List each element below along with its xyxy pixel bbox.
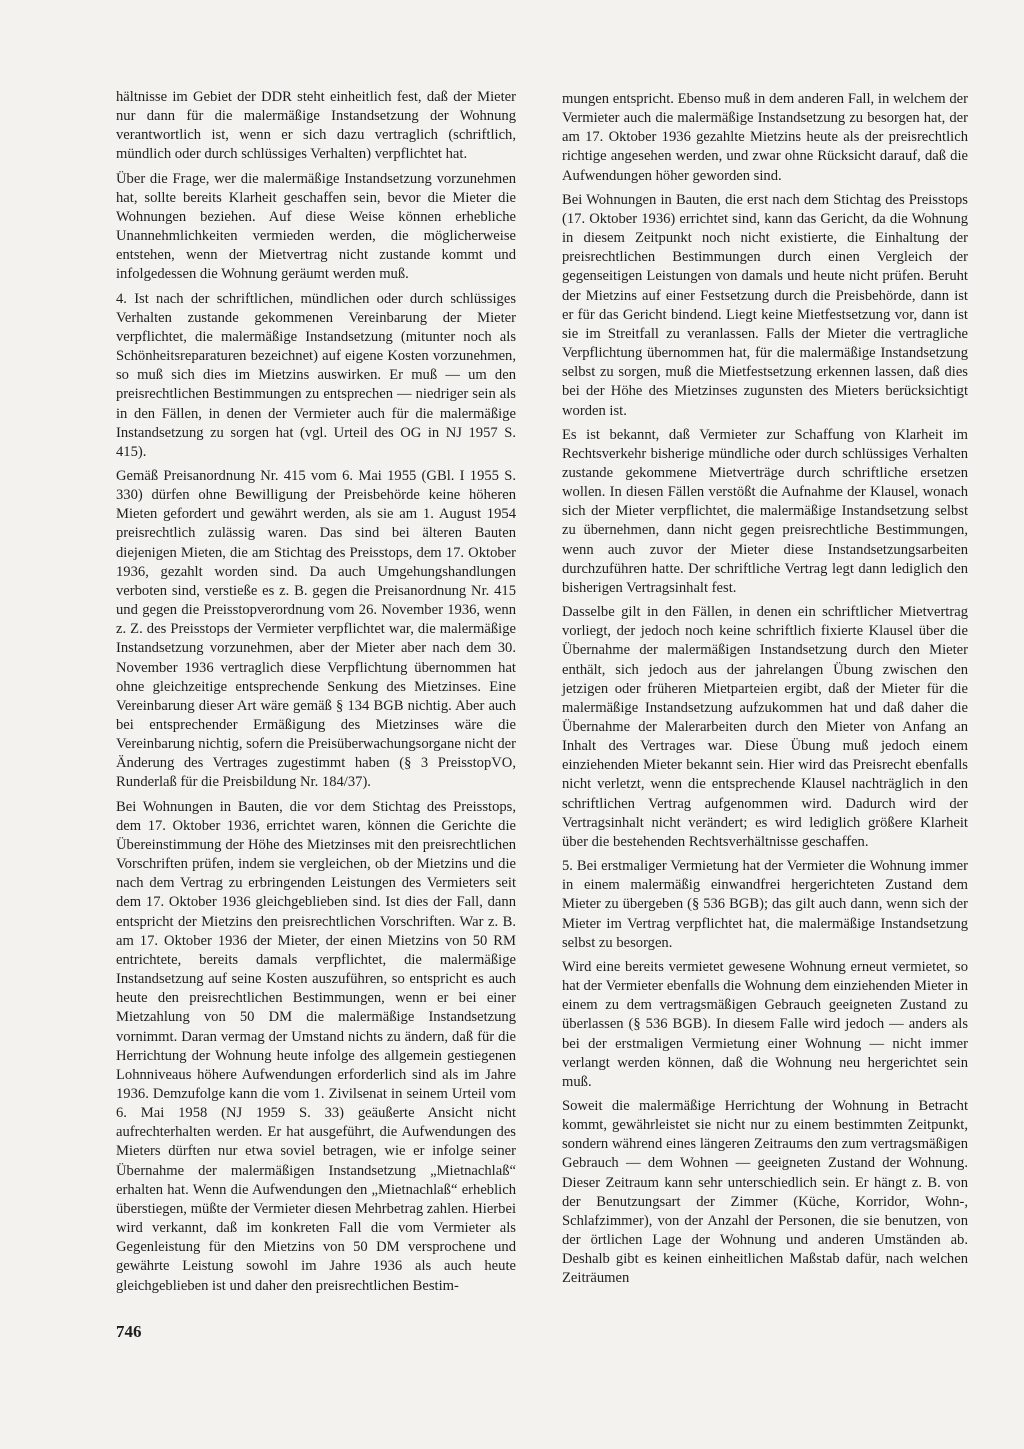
paragraph: Soweit die malermäßige Herrichtung der Wohnung in Betracht kommt, gewährleistet sie nicht nur zu einem bestimmten Zeitpunkt, sondern während eines längeren Zeitraums den zum vertragsmäßigen Gebrauch — dem Wohnen — geeigneten Zustand der Wohnung. Dieser Zeitraum kann sehr unterschiedlich sein. Er hängt z. B. von der Benutzungsart der Zimmer (Küche, Korridor, Wohn-, Schlafzimmer), von der Anzahl der Personen, die sie benutzen, von der örtlichen Lage der Wohnung und anderen Umständen ab. Deshalb gibt es keinen einheitlichen Maßstab dafür, nach welchen Zeiträumen	[562, 1097, 968, 1287]
paragraph: 5. Bei erstmaliger Vermietung hat der Vermieter die Wohnung immer in einem malermäßig einwandfrei hergerichteten Zustand dem Mieter zu übergeben (§ 536 BGB); das gilt auch dann, wenn sich der Mieter im Vertrag verpflichtet hat, die malermäßige Instandsetzung selbst zu besorgen.	[562, 858, 968, 951]
paragraph: Gemäß Preisanordnung Nr. 415 vom 6. Mai 1955 (GBl. I 1955 S. 330) dürfen ohne Bewilligung der Preisbehörde keine höheren Mieten gefordert und gewährt werden, als sie am 1. August 1954 preisrechtlich zulässig waren. Das sind bei älteren Bauten diejenigen Mieten, die am Stichtag des Preisstops, dem 17. Oktober 1936, gezahlt worden sind. Da auch Umgehungshandlungen verboten sind, verstieße es z. B. gegen die Preisanordnung Nr. 415 und gegen die Preisstopverordnung vom 26. November 1936, wenn z. Z. des Preisstops der Vermieter verpflichtet war, die malermäßige Instandsetzung vorzunehmen, aber der Mieter aber nach dem 30. November 1936 vertraglich diese Verpflichtung übernommen hat ohne gleichzeitige entsprechende Senkung des Mietzinses. Eine Vereinbarung dieser Art wäre gemäß § 134 BGB nichtig. Aber auch bei entsprechender Ermäßigung des Mietzinses wäre die Vereinbarung nichtig, sofern die Preisüberwachungsorgane nicht der Änderung des Vertrages zugestimmt haben (§ 3 PreisstopVO, Runderlaß für die Preisbildung Nr. 184/37).	[116, 467, 516, 791]
paragraph: 4. Ist nach der schriftlichen, mündlichen oder durch schlüssiges Verhalten zustande gekommenen Vereinbarung der Mieter verpflichtet, die malermäßige Instandsetzung (mitunter noch als Schönheitsreparaturen bezeichnet) auf eigene Kosten vorzunehmen, so muß sich dies im Mietzins auswirken. Er muß — um den preisrechtlichen Bestimmungen zu entsprechen — niedriger sein als in den Fällen, in denen der Vermieter auch für die malermäßige Instandsetzung zu sorgen hat (vgl. Urteil des OG in NJ 1957 S. 415).	[116, 290, 516, 460]
right-text-column	[562, 90, 968, 1294]
left-text-column	[116, 88, 516, 1301]
paragraph: Bei Wohnungen in Bauten, die erst nach dem Stichtag des Preisstops (17. Oktober 1936) errichtet sind, kann das Gericht, da die Wohnung in diesem Zeitpunkt noch nicht existierte, die Einhaltung der preisrechtlichen Bestimmungen durch einen Vergleich der gegenseitigen Leistungen von damals und heute nicht prüfen. Beruht der Mietzins auf einer Festsetzung durch die Preisbehörde, dann ist er für das Gericht bindend. Liegt keine Mietfestsetzung vor, dann ist sie im Streitfall zu veranlassen. Falls der Mieter die vertragliche Verpflichtung übernommen hat, für die malermäßige Instandsetzung selbst zu sorgen, muß die Mietfestsetzung erkennen lassen, daß dies bei der Höhe des Mietzinses zugunsten des Mieters berücksichtigt worden ist.	[562, 191, 968, 419]
paragraph: hältnisse im Gebiet der DDR steht einheitlich fest, daß der Mieter nur dann für die malermäßige Instandsetzung der Wohnung verantwortlich ist, wenn er sich dazu vertraglich (schriftlich, mündlich oder durch schlüssiges Verhalten) verpflichtet hat.	[116, 89, 516, 163]
paragraph: Wird eine bereits vermietet gewesene Wohnung erneut vermietet, so hat der Vermieter ebenfalls die Wohnung dem einziehenden Mieter in einem zu dem vertragsmäßigen Gebrauch geeigneten Zustand zu überlassen (§ 536 BGB). In diesem Falle wird jedoch — anders als bei der erstmaligen Vermietung einer Wohnung — nicht immer verlangt werden können, daß die Wohnung neu hergerichtet sein muß.	[562, 958, 968, 1090]
page-number: 746	[116, 1322, 142, 1341]
paragraph: Es ist bekannt, daß Vermieter zur Schaffung von Klarheit im Rechtsverkehr bisherige mündliche oder durch schlüssiges Verhalten zustande gekommene Mietverträge durch schriftliche ersetzen wollen. In diesen Fällen verstößt die Aufnahme der Klausel, wonach sich der Mieter verpflichtet, die malermäßige Instandsetzung selbst zu übernehmen, dann nicht gegen preisrechtliche Bestimmungen, wenn auch zuvor der Mieter diese Instandsetzungsarbeiten durchzuführen hatte. Der schriftliche Vertrag legt dann lediglich den bisherigen Vertragsinhalt fest.	[562, 426, 968, 596]
paragraph: Bei Wohnungen in Bauten, die vor dem Stichtag des Preisstops, dem 17. Oktober 1936, errichtet waren, können die Gerichte die Übereinstimmung der Höhe des Mietzinses mit den preisrechtlichen Vorschriften prüfen, indem sie vergleichen, ob der Mietzins und die nach dem Vertrag zu erbringenden Leistungen des Vermieters seit dem 17. Oktober 1936 gleichgeblieben sind. Ist dies der Fall, dann entspricht der Mietzins den preisrechtlichen Vorschriften. War z. B. am 17. Oktober 1936 der Mieter, der einen Mietzins von 50 RM entrichtete, bereits damals verpflichtet, die malermäßige Instandsetzung auf seine Kosten auszuführen, so entspricht es auch heute den preisrechtlichen Bestimmungen, wenn er bei einer Mietzahlung von 50 DM die malermäßige Instandsetzung vornimmt. Daran vermag der Umstand nichts zu ändern, daß für die Herrichtung der Wohnung heute infolge des allgemein gestiegenen Lohnniveaus höhere Aufwendungen erforderlich sind als im Jahre 1936. Demzufolge kann die vom 1. Zivilsenat in seinem Urteil vom 6. Mai 1958 (NJ 1959 S. 33) geäußerte Ansicht nicht aufrechterhalten werden. Er hat ausgeführt, die Aufwendungen des Mieters dürften nur etwa soviel betragen, wie er infolge seiner Übernahme der malermäßigen Instandsetzung „Mietnachlaß“ erhalten hat. Wenn die Aufwendungen den „Mietnachlaß“ erheblich überstiegen, müßte der Vermieter diesen Mehrbetrag zahlen. Hierbei wird verkannt, daß im konkreten Fall die vom Vermieter als Gegenleistung für den Mietzins von 50 DM versprochene und gewährte Leistung sowohl im Jahre 1936 als auch heute gleichgeblieben ist und daher den preisrechtlichen Bestim-	[116, 798, 516, 1294]
paragraph: Über die Frage, wer die malermäßige Instandsetzung vorzunehmen hat, sollte bereits Klarheit geschaffen sein, bevor die Mieter die Wohnungen beziehen. Auf diese Weise können erhebliche Unannehmlichkeiten vermieden werden, die möglicherweise entstehen, wenn der Mietvertrag nicht zustande kommt und infolgedessen die Wohnung geräumt werden muß.	[116, 170, 516, 283]
paragraph: mungen entspricht. Ebenso muß in dem anderen Fall, in welchem der Vermieter auch die malermäßige Instandsetzung zu besorgen hat, der am 17. Oktober 1936 gezahlte Mietzins heute als der preisrechtlich richtige angesehen werden, und zwar ohne Rücksicht darauf, daß die Aufwendungen höher geworden sind.	[562, 91, 968, 184]
paragraph: Dasselbe gilt in den Fällen, in denen ein schriftlicher Mietvertrag vorliegt, der jedoch noch keine schriftlich fixierte Klausel über die Übernahme der malermäßigen Instandsetzung durch den Mieter enthält, sich jedoch aus der jahrelangen Übung zwischen den jetzigen oder früheren Mietparteien ergibt, daß der Mieter für die malermäßige Instandsetzung aufzukommen hat und daß daher die Übernahme der Malerarbeiten durch den Mieter von Anfang an Inhalt des Vertrages war. Diese Übung muß jedoch einem einziehenden Mieter bekannt sein. Hier wird das Preisrecht ebenfalls nicht verletzt, wenn die entsprechende Klausel nachträglich in den schriftlichen Vertrag aufgenommen wird. Dadurch wird der Vertragsinhalt nicht verändert; es wird lediglich größere Klarheit über die bestehenden Rechtsverhältnisse geschaffen.	[562, 604, 968, 850]
